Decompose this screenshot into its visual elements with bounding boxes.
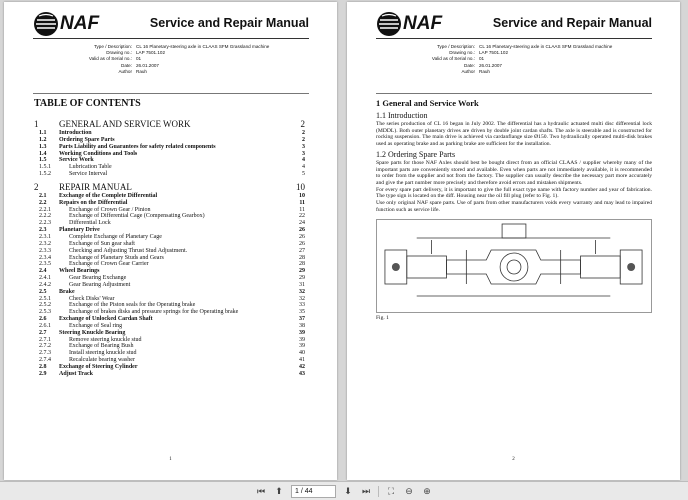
toc-number: 1.5.1 <box>39 164 51 171</box>
toc-page: 2 <box>300 119 305 129</box>
naf-logo <box>33 11 99 37</box>
toc-number: 2.3.3 <box>39 247 51 254</box>
toc-entry[interactable] <box>34 282 305 289</box>
toc-title: Exchange of the Complete Differential <box>59 192 158 199</box>
toc-title: Checking and Adjusting Thrust Stud Adjustment. <box>69 247 188 254</box>
toc-number: 2.7.2 <box>39 343 51 350</box>
toc-page: 32 <box>299 288 305 295</box>
meta-key: Valid as of Serial no.: <box>88 56 132 62</box>
toc-page: 39 <box>299 336 305 343</box>
meta-key: Type / Description: <box>436 44 475 49</box>
toc-number: 2 <box>34 181 39 192</box>
toc-number: 2.3.2 <box>39 240 51 247</box>
meta-key: Valid as of Serial no.: <box>431 56 475 62</box>
toc-page: 40 <box>299 350 305 357</box>
toc-page: 27 <box>299 247 305 254</box>
toc-title: Remove steering knuckle stud <box>69 336 142 343</box>
axle-drawing-svg <box>377 220 651 312</box>
figure-caption: Fig. 1 <box>376 315 389 322</box>
toc-number: 1.2 <box>39 136 47 143</box>
toc-page: 37 <box>299 316 305 323</box>
toc-page: 29 <box>299 268 305 275</box>
meta-value: 01 <box>136 56 142 62</box>
page-number: 2 <box>512 457 515 462</box>
toc-title: REPAIR MANUAL <box>59 181 132 192</box>
meta-key: Author <box>118 68 132 74</box>
toc-title: Lubrication Table <box>69 164 112 171</box>
toc-number: 2.9 <box>39 370 47 377</box>
toc-title: Exchange of Sun gear shaft <box>69 240 135 247</box>
paragraph: Spare parts for those NAF Axles should best be bought direct from an official CLAAS / supplier whereby many of the important parts are conveniently stored and available. Even when parts are not immediately available, it is recommended to order from the supplier and not from the factory. The supplier can usually describe the necessary part more accurately and give the part number more precisely and therefore avoid errors and mistaken shipments. <box>376 159 652 186</box>
toc-page: 26 <box>299 240 305 247</box>
table-of-contents <box>34 115 305 378</box>
toc-title: Working Conditions and Tools <box>59 150 138 157</box>
toc-number: 1.4 <box>39 150 47 157</box>
fit-page-icon[interactable]: ⛶ <box>387 485 395 496</box>
toc-number: 2.2.1 <box>39 206 51 213</box>
meta-key: Date: <box>121 62 132 68</box>
meta-key: Author <box>461 68 475 74</box>
toc-title: Exchange of Crown Gear / Pinion <box>69 206 151 213</box>
toc-title: Exchange of Crown Gear Carrier <box>69 261 149 268</box>
subsection-heading: 1.2 Ordering Spare Parts <box>376 149 456 159</box>
toc-number: 2.6 <box>39 316 47 323</box>
toc-entry[interactable] <box>34 275 305 282</box>
toc-title: Repairs on the Differential <box>59 199 128 206</box>
meta-key: Drawing no.: <box>106 50 132 56</box>
toc-page: 31 <box>299 281 305 288</box>
toc-entry[interactable] <box>34 350 305 357</box>
toc-page: 22 <box>299 213 305 220</box>
zoom-out-icon[interactable]: ⊖ <box>405 485 413 496</box>
toc-entry[interactable] <box>34 371 305 378</box>
toc-page: 39 <box>299 343 305 350</box>
toc-title: Exchange of Differential Cage (Compensating Gearbox) <box>69 213 205 220</box>
toc-title: Exchange of Bearing Bush <box>69 343 134 350</box>
toc-entry[interactable] <box>34 330 305 337</box>
meta-rule <box>33 93 309 94</box>
toc-page: 24 <box>299 220 305 227</box>
toolbar-divider <box>378 486 379 497</box>
toc-number: 2.3 <box>39 227 47 234</box>
meta-value: 26.01.2007 <box>479 62 502 68</box>
toc-entry[interactable] <box>34 220 305 227</box>
toc-page: 39 <box>299 329 305 336</box>
toc-title: Differential Lock <box>69 220 111 227</box>
toc-number: 2.4.1 <box>39 275 51 282</box>
toc-title: Complete Exchange of Planetary Cage <box>69 233 162 240</box>
toc-entry[interactable] <box>34 261 305 268</box>
toc-title: Exchange of Seal ring <box>69 322 123 329</box>
meta-block <box>427 44 612 75</box>
paragraph: Use only original NAF spare parts. Use of parts from other manufacturers voids every warranty and may lead to impaired function such as service life. <box>376 200 652 213</box>
toc-number: 2.5.3 <box>39 309 51 316</box>
toc-title: Adjust Track <box>59 370 93 377</box>
toc-page: 2 <box>302 130 305 136</box>
toc-entry[interactable] <box>34 234 305 241</box>
toc-page: 43 <box>299 370 305 377</box>
toc-entry[interactable] <box>34 130 305 137</box>
toc-entry[interactable] <box>34 323 305 330</box>
toc-page: 10 <box>299 192 305 199</box>
zoom-in-icon[interactable]: ⊕ <box>423 485 431 496</box>
toc-page: 41 <box>299 357 305 364</box>
toc-page: 4 <box>302 157 305 164</box>
toc-entry[interactable] <box>34 144 305 151</box>
toc-number: 2.3.1 <box>39 233 51 240</box>
meta-value: Rauh <box>136 68 147 74</box>
toc-number: 1 <box>34 119 39 129</box>
toc-title: Steering Knuckle Bearing <box>59 329 126 336</box>
subsection-heading: 1.1 Introduction <box>376 111 428 120</box>
toc-page: 35 <box>299 309 305 316</box>
toc-number: 2.1 <box>39 192 47 199</box>
toc-title: Exchange of Steering Cylinder <box>59 364 138 370</box>
meta-key: Type / Description: <box>93 44 132 49</box>
toc-title: Parts Liability and Guarantees for safety related components <box>59 143 216 150</box>
toc-title: Gear Bearing Adjustment <box>69 281 131 288</box>
toc-entry[interactable] <box>34 241 305 248</box>
toc-number: 2.2.2 <box>39 213 51 220</box>
toc-title: Install steering knuckle stud <box>69 350 137 357</box>
toc-entry[interactable] <box>34 357 305 364</box>
toc-number: 2.7.3 <box>39 350 51 357</box>
toc-number: 1.5 <box>39 157 47 164</box>
toc-number: 2.5.2 <box>39 302 51 309</box>
toc-page: 26 <box>299 227 305 234</box>
toc-page: 11 <box>299 199 305 206</box>
toc-number: 1.3 <box>39 143 47 150</box>
toc-number: 1.1 <box>39 130 47 136</box>
meta-key: Date: <box>464 62 475 68</box>
meta-value: 01 <box>479 56 485 62</box>
toc-entry[interactable] <box>34 118 305 130</box>
toc-entry[interactable] <box>34 151 305 158</box>
toc-number: 2.4.2 <box>39 281 51 288</box>
toc-title: Exchange of Planetary Studs and Gears <box>69 254 164 261</box>
toc-number: 2.2 <box>39 199 47 206</box>
toc-number: 2.7 <box>39 329 47 336</box>
toc-page: 10 <box>296 181 305 192</box>
meta-rule <box>376 93 652 94</box>
logo-text: NAF <box>403 13 443 34</box>
toc-number: 2.4 <box>39 268 47 275</box>
first-page-icon[interactable]: ⏮ <box>256 485 266 496</box>
toc-title: Wheel Bearings <box>59 268 100 275</box>
toc-entry[interactable] <box>34 137 305 144</box>
toc-entry[interactable] <box>34 181 305 193</box>
page-content <box>376 98 652 321</box>
section-heading: 1 General and Service Work <box>376 98 479 108</box>
previous-page-icon[interactable]: ⬆ <box>275 485 283 496</box>
naf-logo <box>376 11 442 37</box>
toc-page: 5 <box>302 171 305 178</box>
toc-entry[interactable] <box>34 164 305 171</box>
toc-title: Exchange of the Piston seals for the Operating brake <box>69 302 196 309</box>
viewer-toolbar <box>0 481 688 500</box>
toc-title: Introduction <box>59 130 92 136</box>
naf-logo-mark <box>376 11 402 37</box>
toc-title: Check Disks' Wear <box>69 295 115 302</box>
page-number: 1 <box>169 457 172 462</box>
toc-title: Brake <box>59 288 75 295</box>
toc-title: Service Interval <box>69 171 108 178</box>
manual-title: Service and Repair Manual <box>149 16 309 30</box>
toc-entry[interactable] <box>34 248 305 255</box>
toc-page: 32 <box>299 295 305 302</box>
logo-text: NAF <box>60 13 100 34</box>
toc-page: 3 <box>302 150 305 157</box>
toc-title: Ordering Spare Parts <box>59 136 115 143</box>
toc-title: Exchange of Unlocked Cardan Shaft <box>59 316 153 323</box>
toc-page: 3 <box>302 143 305 150</box>
toc-page: 26 <box>299 233 305 240</box>
meta-value: 26.01.2007 <box>136 62 159 68</box>
toc-number: 2.3.4 <box>39 254 51 261</box>
meta-key: Drawing no.: <box>449 50 475 56</box>
meta-value: Rauh <box>479 68 490 74</box>
pdf-page-1 <box>4 2 337 480</box>
toc-title: Exchange of brakes disks and pressure springs for the Operating brake <box>69 309 239 316</box>
paragraph: The series production of CL 16 began in July 2002. The differential has a hydraulic actuated multi disc differential lock (MDDL). Both outer planetary drives are driven by double joint cardan shafts. The axle is steerable and is constructed for rocking suspension. The main drive is achieved via cardanflange size Ø150. Two hydraulically operated multi-disk brakes used as operating brake and as parking brake are sufficient for the installation. <box>376 121 652 148</box>
toc-entry[interactable] <box>34 343 305 350</box>
toc-number: 1.5.2 <box>39 171 51 178</box>
paragraph: For every spare part delivery, it is important to give the full exact type name with factory number and year of fabrication. The type sign is located on the diff. Housing near the oil fill plug (refer to Fig. 1). <box>376 186 652 200</box>
toc-number: 2.6.1 <box>39 322 51 329</box>
manual-title: Service and Repair Manual <box>492 16 652 30</box>
toc-entry[interactable] <box>34 227 305 234</box>
toc-number: 2.8 <box>39 364 47 370</box>
toc-entry[interactable] <box>34 193 305 200</box>
toc-title: Gear Bearing Exchange <box>69 275 127 282</box>
toc-number: 2.2.3 <box>39 220 51 227</box>
header-rule <box>376 38 652 39</box>
toc-page: 28 <box>299 261 305 268</box>
meta-value: LAP 7501.102 <box>136 50 166 56</box>
toc-page: 38 <box>299 322 305 329</box>
toc-title: GENERAL AND SERVICE WORK <box>59 119 191 129</box>
toc-title: Service Work <box>59 157 94 164</box>
meta-value: CL 16 Planetary-steering axle in CLAAS SFM Grassland machine <box>136 44 270 49</box>
toc-entry[interactable] <box>34 364 305 371</box>
toc-page: 11 <box>299 206 305 213</box>
page-number-input[interactable]: 1 / 44 <box>291 485 336 498</box>
toc-page: 4 <box>302 164 305 171</box>
toc-title: Planetary Drive <box>59 227 100 234</box>
toc-number: 2.5 <box>39 288 47 295</box>
toc-entry[interactable] <box>34 289 305 296</box>
toc-entry[interactable] <box>34 316 305 323</box>
toc-entry[interactable] <box>34 309 305 316</box>
toc-title: Recalculate bearing washer <box>69 357 135 364</box>
pdf-page-2 <box>347 2 680 480</box>
header-rule <box>33 38 309 39</box>
toc-number: 2.7.4 <box>39 357 51 364</box>
toc-page: 33 <box>299 302 305 309</box>
next-page-icon[interactable]: ⬇ <box>344 485 352 496</box>
toc-number: 2.5.1 <box>39 295 51 302</box>
meta-block <box>84 44 269 75</box>
toc-page: 42 <box>299 364 305 370</box>
toc-page: 2 <box>302 136 305 143</box>
toc-entry[interactable] <box>34 157 305 164</box>
toc-heading: TABLE OF CONTENTS <box>34 98 141 109</box>
naf-logo-mark <box>33 11 59 37</box>
meta-value: LAP 7501.102 <box>479 50 509 56</box>
toc-number: 2.7.1 <box>39 336 51 343</box>
toc-page: 28 <box>299 254 305 261</box>
toc-entry[interactable] <box>34 171 305 178</box>
toc-entry[interactable] <box>34 200 305 207</box>
axle-drawing <box>376 219 652 313</box>
meta-value: CL 16 Planetary-steering axle in CLAAS SFM Grassland machine <box>479 44 613 49</box>
last-page-icon[interactable]: ⏭ <box>361 485 371 496</box>
toc-page: 29 <box>299 275 305 282</box>
toc-entry[interactable] <box>34 268 305 275</box>
toc-number: 2.3.5 <box>39 261 51 268</box>
